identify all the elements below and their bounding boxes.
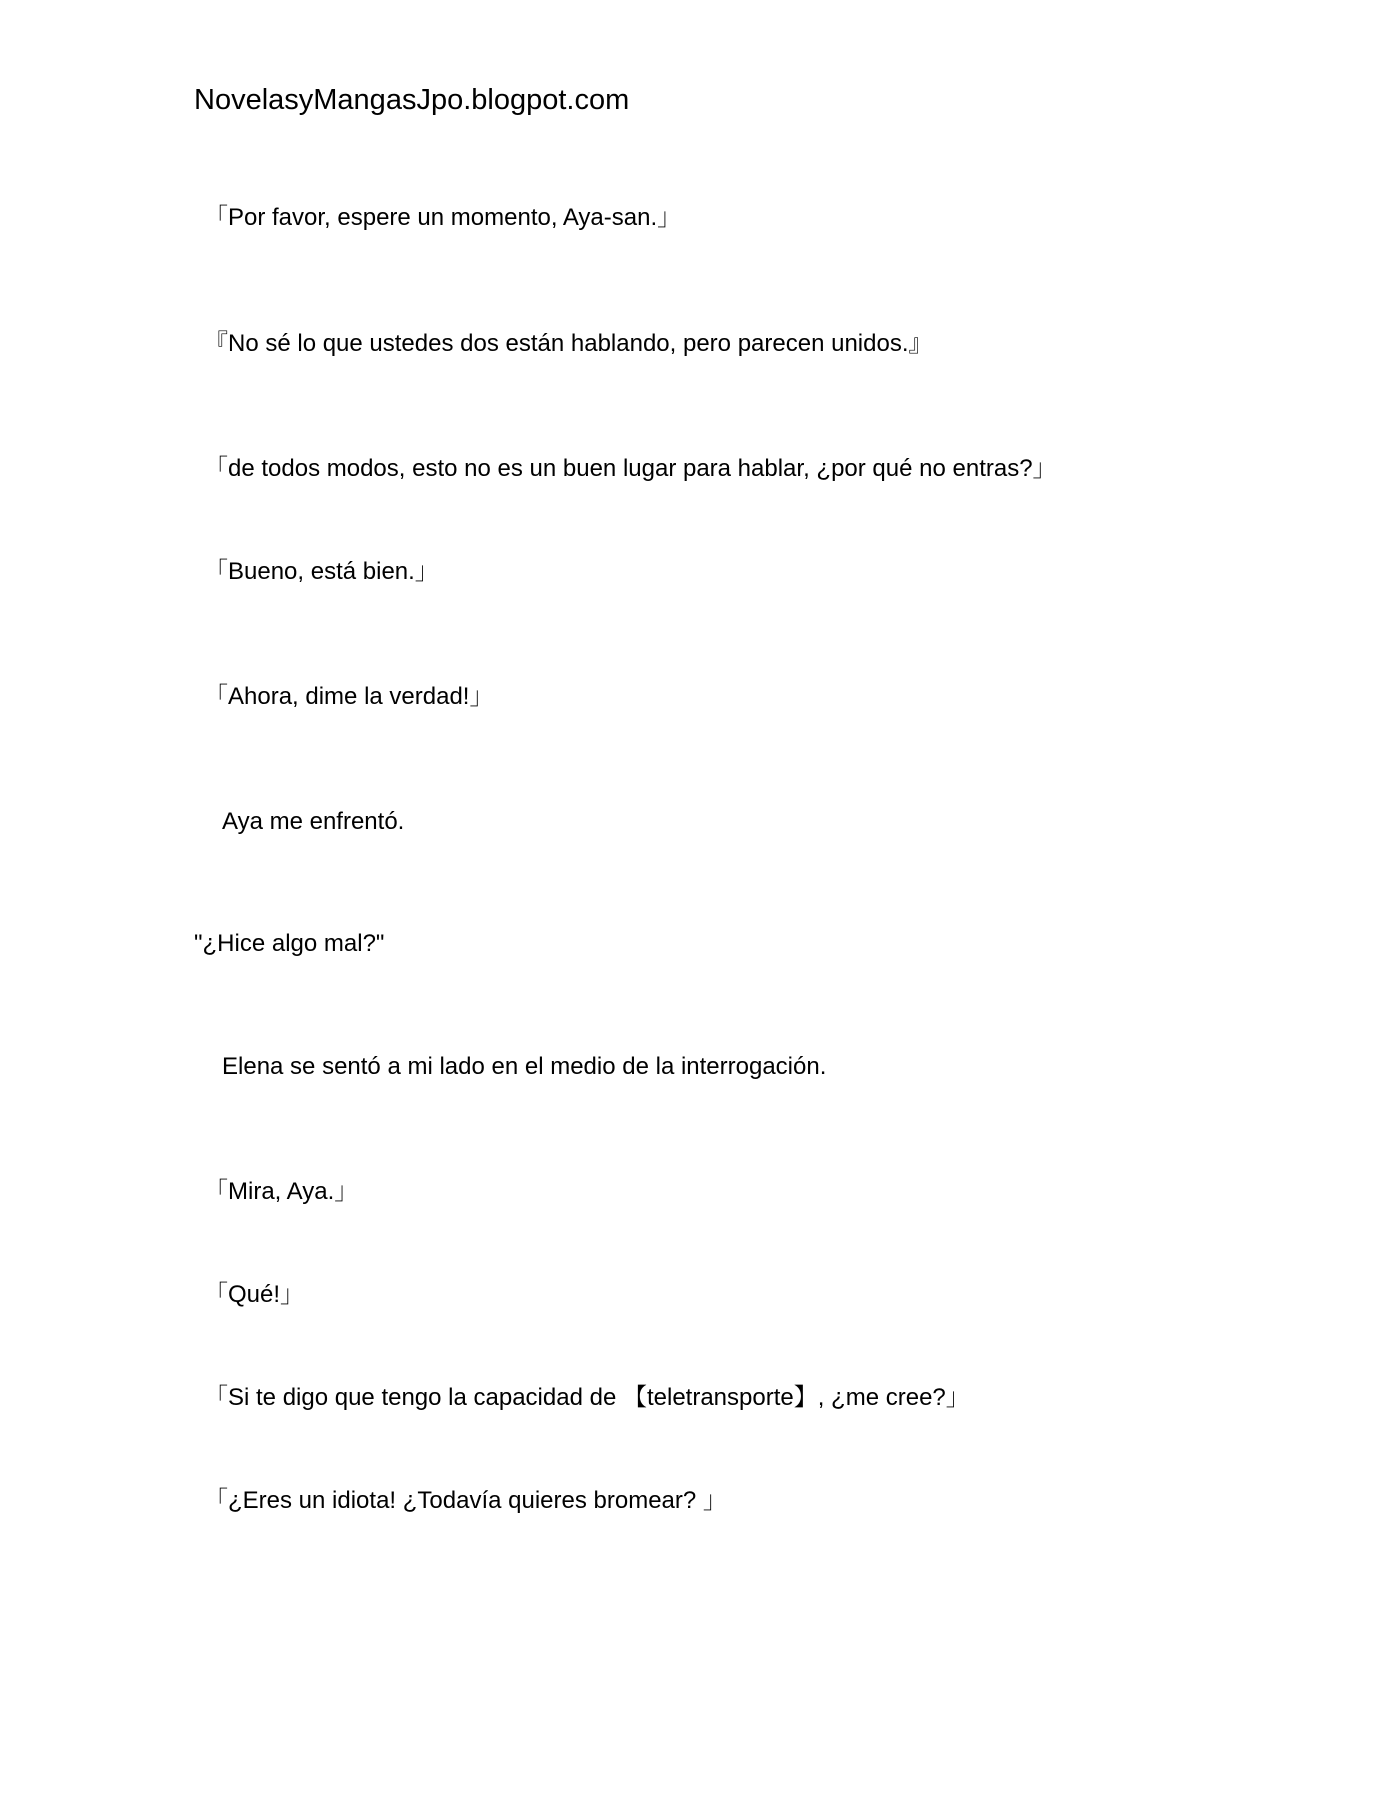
dialogue-line: 「Mira, Aya.」: [204, 1178, 359, 1205]
narration-line: Elena se sentó a mi lado en el medio de la interrogación.: [222, 1053, 827, 1080]
dialogue-line: 「Bueno, está bien.」: [204, 558, 439, 585]
narration-line: Aya me enfrentó.: [222, 808, 405, 835]
dialogue-line: 「Qué!」: [204, 1281, 305, 1308]
dialogue-line: 「de todos modos, esto no es un buen lugar para hablar, ¿por qué no entras?」: [204, 455, 1057, 482]
dialogue-line: 「Si te digo que tengo la capacidad de 【teletransporte】, ¿me cree?」: [204, 1384, 970, 1411]
dialogue-line: "¿Hice algo mal?": [194, 930, 385, 957]
dialogue-line: 「Ahora, dime la verdad!」: [204, 683, 494, 710]
site-header: NovelasyMangasJpo.blogpot.com: [194, 84, 630, 116]
dialogue-line: 「Por favor, espere un momento, Aya-san.」: [204, 204, 682, 231]
dialogue-line: 『No sé lo que ustedes dos están hablando, pero parecen unidos.』: [204, 330, 933, 357]
dialogue-line: 「¿Eres un idiota! ¿Todavía quieres bromear? 」: [204, 1487, 727, 1514]
